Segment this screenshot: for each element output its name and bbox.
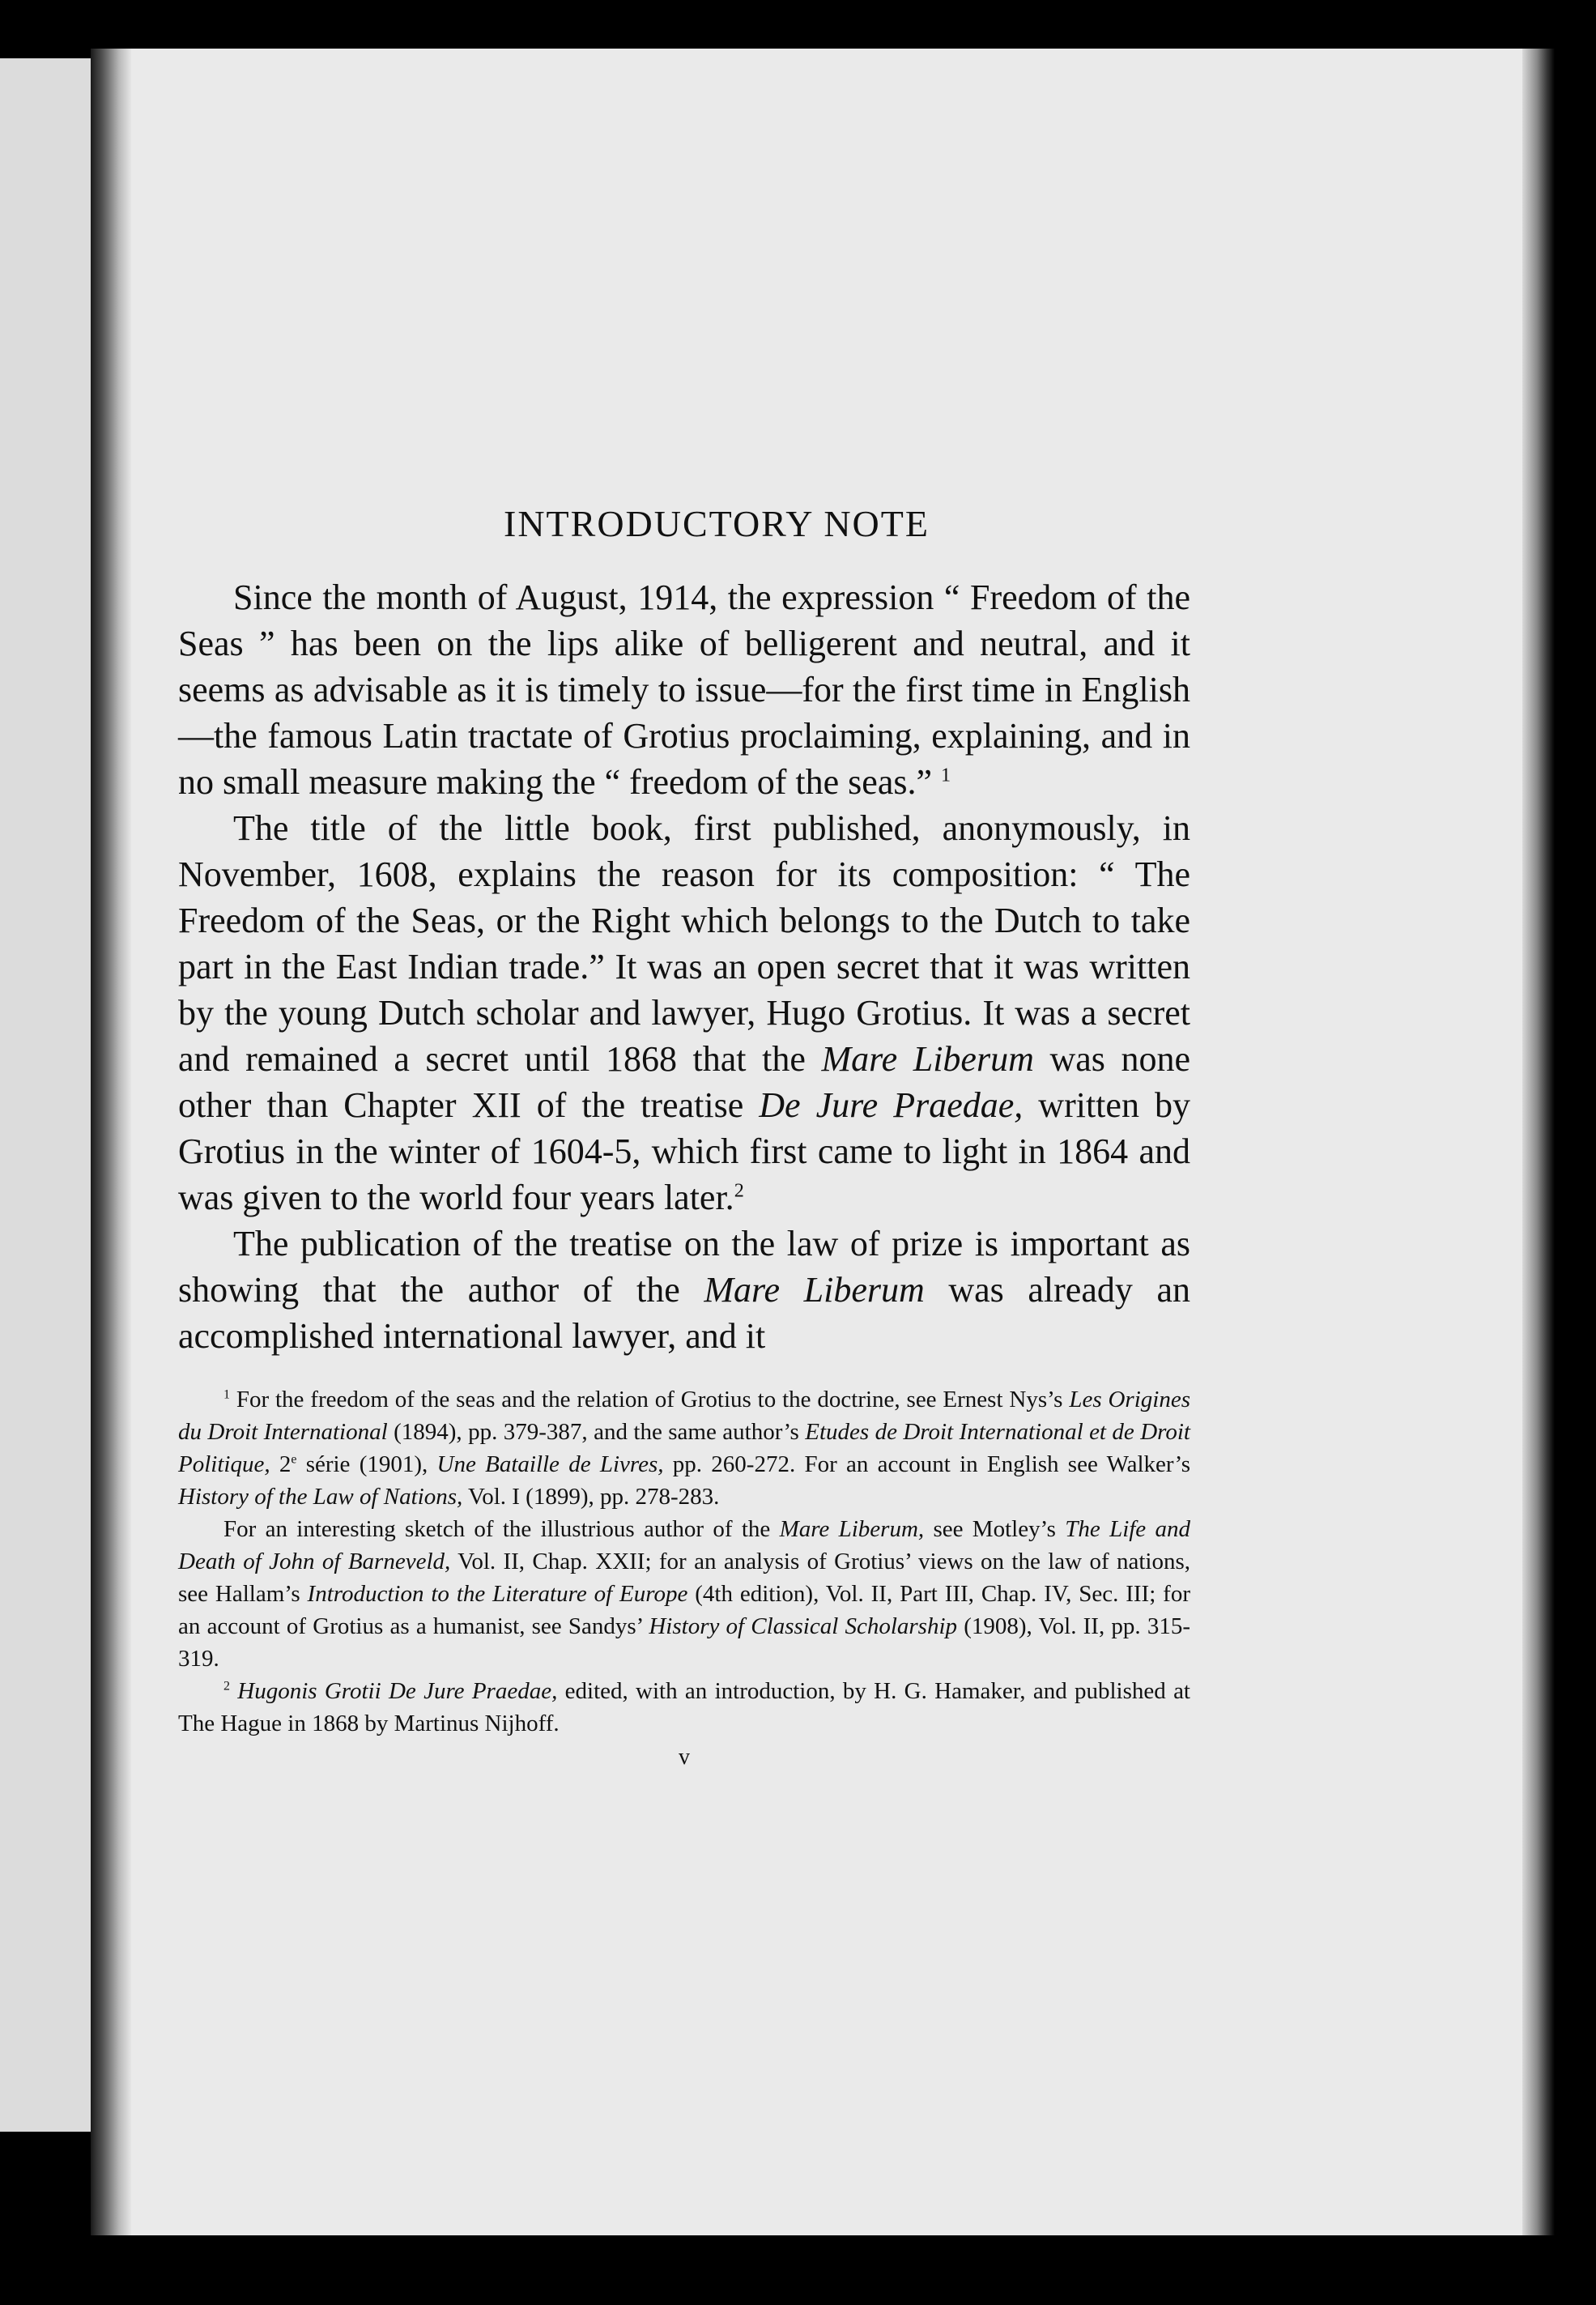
page-number: v bbox=[679, 1745, 690, 1770]
paragraph-1: Since the month of August, 1914, the expression “ Freedom of the Seas ” has been on the lips alike of belligerent and neutral, and it seems as advisable as it is timely to issue—for the first time in English—the famous Latin tractate of Grotius proclaiming, explaining, and in no small measure making the “ freedom of the seas.” $^1$ bbox=[178, 577, 1190, 802]
paragraph-3: The publication of the treatise on the law of prize is important as showing that the author of the Mare Liberum was already an accomplished international lawyer, and it bbox=[178, 1224, 1191, 1356]
footnote-mark-2: 2 bbox=[223, 1679, 230, 1694]
paragraph-2: The title of the little book, first published, anonymously, in November, 1608, explains the reason for its composition: “ The Freedom of the Seas, or the Right which belongs to the Dutch to take part in the East Indian trade.” It was an open secret that it was written by the young Dutch scholar and lawyer, Hugo Grotius. It was a secret and remained a secret until 1868 that the Mare Liberum was none other than Chapter XII of the treatise De Jure Praedae, written by Grotius in the winter of 1604-5, which first came to light in 1864 and was given to the world four years later.$^2$ bbox=[178, 808, 1190, 1217]
footnote-1: $^1$ For the freedom of the seas and the relation of Grotius to the doctrine, see Ernest Nys’s Les Origines du Droit International (1894), pp. 379-387, and the same author’s Etudes de Droit International et de Droit Politique, 2e série (1901), Une Bataille de Livres, pp. 260-272. For an account in English see Walker’s History of the Law of Nations, Vol. I (1899), pp. 278-283. bbox=[178, 1387, 1190, 1510]
footnote-2: $^2$ Hugonis Grotii De Jure Praedae, edited, with an introduction, by H. G. Hamaker, and published at The Hague in 1868 by Martinus Nijhoff. bbox=[178, 1678, 1190, 1736]
page-title: INTRODUCTORY NOTE bbox=[504, 503, 930, 544]
page-gutter-shadow bbox=[91, 49, 131, 2235]
footnote-ref-2: 2 bbox=[734, 1179, 744, 1202]
page-right-edge bbox=[1522, 49, 1555, 2235]
page-text bbox=[178, 502, 1190, 1770]
footnote-ref-1: 1 bbox=[941, 764, 951, 786]
footnotes bbox=[178, 1383, 1190, 1740]
facing-page-edge bbox=[0, 58, 91, 2132]
footnote-mark-1: 1 bbox=[223, 1387, 230, 1402]
footnote-1-continued: For an interesting sketch of the illustrious author of the Mare Liberum, see Motley’s The Life and Death of John of Barneveld, Vol. II, Chap. XXII; for an analysis of Grotius’ views on the law of nations, see Hallam’s Introduction to the Literature of Europe (4th edition), Vol. II, Part III, Chap. IV, Sec. III; for an account of Grotius as a humanist, see Sandys’ History of Classical Scholarship (1908), Vol. II, pp. 315-319. bbox=[178, 1516, 1191, 1672]
